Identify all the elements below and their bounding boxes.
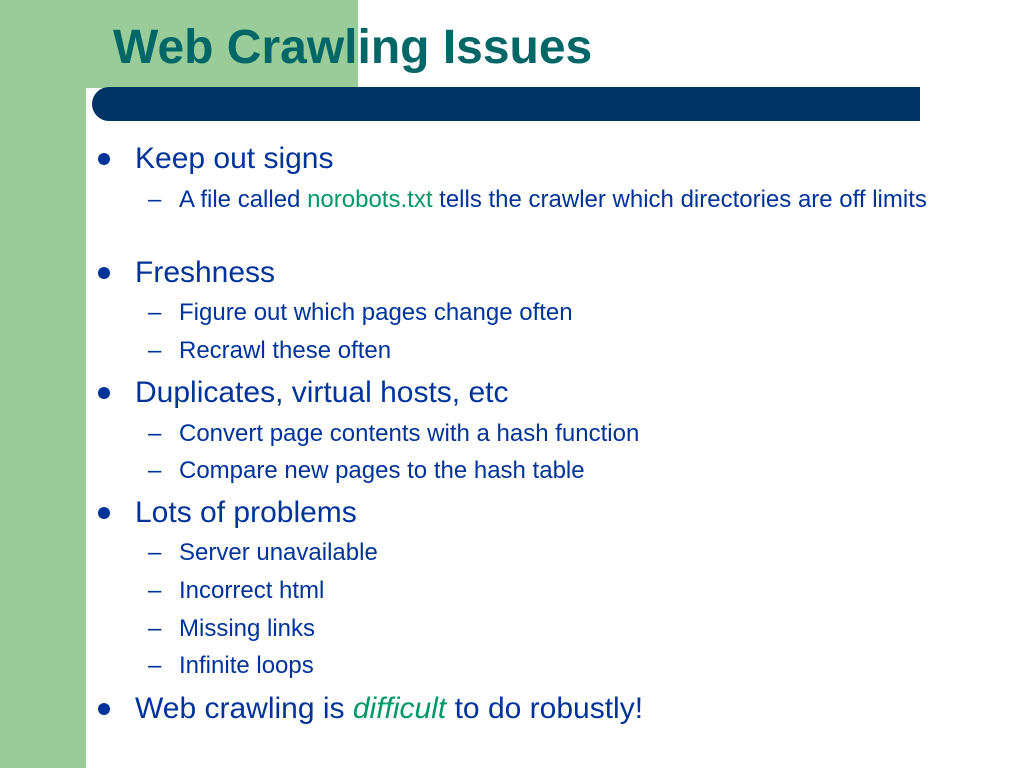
norobots-highlight: norobots.txt — [307, 186, 433, 213]
bullet-web-crawling-difficult: Web crawling is difficult to do robustly! — [135, 692, 643, 726]
dash-icon: – — [148, 186, 162, 213]
sub-bullet-norobots: – A file called norobots.txt tells the crawler which directories are off limits — [148, 186, 927, 213]
sub-bullet-incorrect-html: – Incorrect html — [148, 577, 325, 604]
sub-bullet-figure-out: – Figure out which pages change often — [148, 299, 573, 326]
sub-bullet-infinite-loops: – Infinite loops — [148, 652, 314, 679]
bullet-dot-icon — [98, 153, 110, 165]
dash-icon: – — [148, 299, 162, 326]
sub-bullet-recrawl: – Recrawl these often — [148, 337, 392, 364]
bullet-keep-out-signs: Keep out signs — [135, 142, 333, 176]
bullet-dot-icon — [98, 507, 110, 519]
slide-title: Web Crawling Issues — [113, 21, 593, 74]
dash-icon: – — [148, 652, 162, 679]
dash-icon: – — [148, 539, 162, 566]
bullet-dot-icon — [98, 703, 110, 715]
sub-bullet-convert: – Convert page contents with a hash function — [148, 420, 640, 447]
bullet-duplicates: Duplicates, virtual hosts, etc — [135, 376, 509, 410]
dash-icon: – — [148, 615, 162, 642]
sub-bullet-compare: – Compare new pages to the hash table — [148, 457, 585, 484]
bullet-freshness: Freshness — [135, 256, 275, 290]
difficult-emphasis: difficult — [352, 692, 447, 725]
dash-icon: – — [148, 457, 162, 484]
dash-icon: – — [148, 577, 162, 604]
bullet-dot-icon — [98, 267, 110, 279]
sub-bullet-missing-links: – Missing links — [148, 615, 316, 642]
dash-icon: – — [148, 420, 162, 447]
bullet-dot-icon — [98, 387, 110, 399]
sub-bullet-server: – Server unavailable — [148, 539, 378, 566]
dash-icon: – — [148, 337, 162, 364]
bullet-lots-of-problems: Lots of problems — [135, 496, 357, 530]
